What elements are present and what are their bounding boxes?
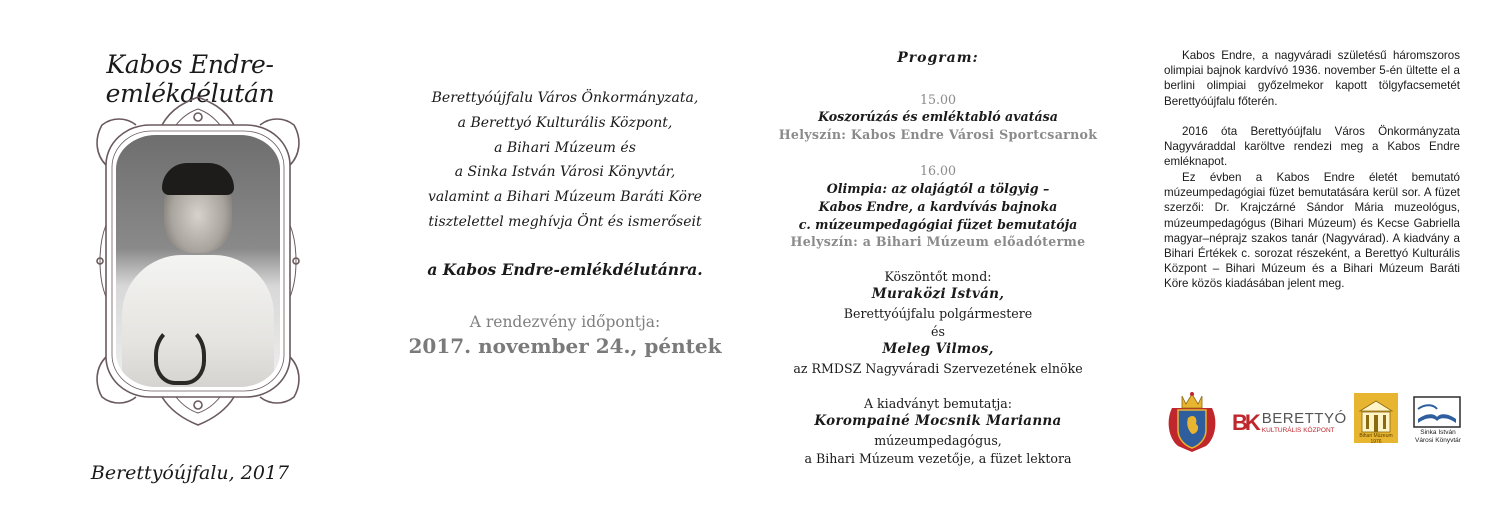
presentation-label: A kiadványt bemutatja: [863, 396, 1013, 411]
speaker-name: Muraközi István, [871, 286, 1005, 302]
conjunction: és [931, 324, 945, 339]
program-location: Helyszín: Kabos Endre Városi Sportcsarnok [778, 127, 1098, 142]
about-paragraph: Kabos Endre, a nagyváradi születésű háromszoros olimpiai bajnok kardvívó 1936. november 5-én ültette el a berlini olimpiai győzelmekor kapott tölgyfacsemetét Berettyóújfalu főterén. [1164, 49, 1460, 108]
about-paragraph: Ez évben a Kabos Endre életét bemutató múzeumpedagógiai füzet bemutatására kerül sor. A füzet szerzői: Dr. Krajczárné Sándor Mária muzeológus, múzeumpedagógus (Bihari Múzeum) és Kecse Gabriella magyar–néprajz szakos tanár (Nagyvárad). A kiadvány a Bihari Értékek c. sorozat részeként, a Berettyó Kulturális Központ – Bihari Múzeum és a Bihari Múzeum Baráti Köre közös kiadásában jelent meg. [1164, 171, 1460, 291]
presenter-role: a Bihari Múzeum vezetője, a füzet lektora [804, 451, 1072, 466]
inviter-line: Berettyóújfalu Város Önkormányzata, [431, 90, 699, 106]
program-title: c. múzeumpedagógiai füzet bemutatója [798, 217, 1078, 232]
speaker-name-text: Meleg Vilmos [882, 341, 989, 357]
sabre-guard-icon [154, 325, 206, 385]
open-book-icon [1412, 395, 1462, 429]
program-title: Koszorúzás és emléktabló avatása [818, 109, 1058, 124]
bkk-sub: KULTURÁLIS KÖZPONT [1261, 427, 1335, 434]
inviter-line: tisztelettel meghívja Önt és ismerőseit [428, 214, 702, 230]
library-name-line2: Városi Könyvtár [1415, 437, 1461, 444]
date-value: 2017. november 24., péntek [408, 334, 722, 358]
library-logo [1412, 395, 1464, 445]
speaker-role: Berettyóújfalu polgármestere [843, 306, 1033, 321]
about-panel [1164, 0, 1460, 531]
invitation-panel [380, 0, 750, 531]
presenter-name: Korompainé Mocsnik Marianna [814, 413, 1062, 429]
script-title: Kabos Endre-emlékdélután [105, 50, 275, 108]
speaker-name: Meleg Vilmos, [882, 341, 994, 357]
coat-of-arms-logo [1164, 390, 1220, 454]
program-title: Olimpia: az olajágtól a tölgyig – [826, 181, 1050, 196]
ornamental-frame [92, 95, 304, 427]
program-time: 15.00 [919, 92, 957, 107]
inviter-line: a Berettyó Kulturális Központ, [457, 115, 673, 131]
speaker-name-text: Muraközi István [871, 286, 1000, 302]
inviter-line: a Sinka István Városi Könyvtár, [454, 164, 676, 180]
speaker-role: az RMDSZ Nagyváradi Szervezetének elnöke [793, 361, 1083, 376]
coat-of-arms-icon [1164, 390, 1220, 454]
program-location: Helyszín: a Bihari Múzeum előadóterme [790, 234, 1086, 249]
museum-logo [1354, 393, 1398, 443]
inviter-line: valamint a Bihari Múzeum Baráti Köre [428, 189, 702, 205]
event-name: a Kabos Endre-emlékdélutánra. [427, 260, 703, 279]
bkk-name: BERETTYÓ [1261, 410, 1347, 427]
program-panel [758, 0, 1118, 531]
greeting-label: Köszöntőt mond: [884, 269, 992, 284]
bkk-letters: BK [1232, 410, 1258, 435]
program-heading: Program: [897, 50, 979, 66]
date-label: A rendezvény időpontja: [469, 313, 661, 331]
place-year: Berettyóújfalu, 2017 [90, 462, 290, 484]
portrait-photo [116, 135, 280, 387]
about-paragraph: 2016 óta Berettyóújfalu Város Önkormányzata Nagyváraddal karöltve rendezi meg a Kabos Endre emléknapot. [1164, 125, 1460, 169]
presenter-role: múzeumpedagógus, [874, 433, 1002, 448]
program-title: Kabos Endre, a kardvívás bajnoka [818, 199, 1058, 214]
program-time: 16.00 [919, 163, 957, 178]
portrait-hair [162, 163, 234, 195]
portrait-panel [0, 0, 370, 531]
inviter-line: a Bihari Múzeum és [494, 140, 636, 156]
berettyo-kk-logo [1232, 410, 1347, 436]
museum-caption: Bihari Múzeum 1976 [1359, 433, 1393, 445]
library-name-line1: Sinka István [1420, 429, 1456, 436]
